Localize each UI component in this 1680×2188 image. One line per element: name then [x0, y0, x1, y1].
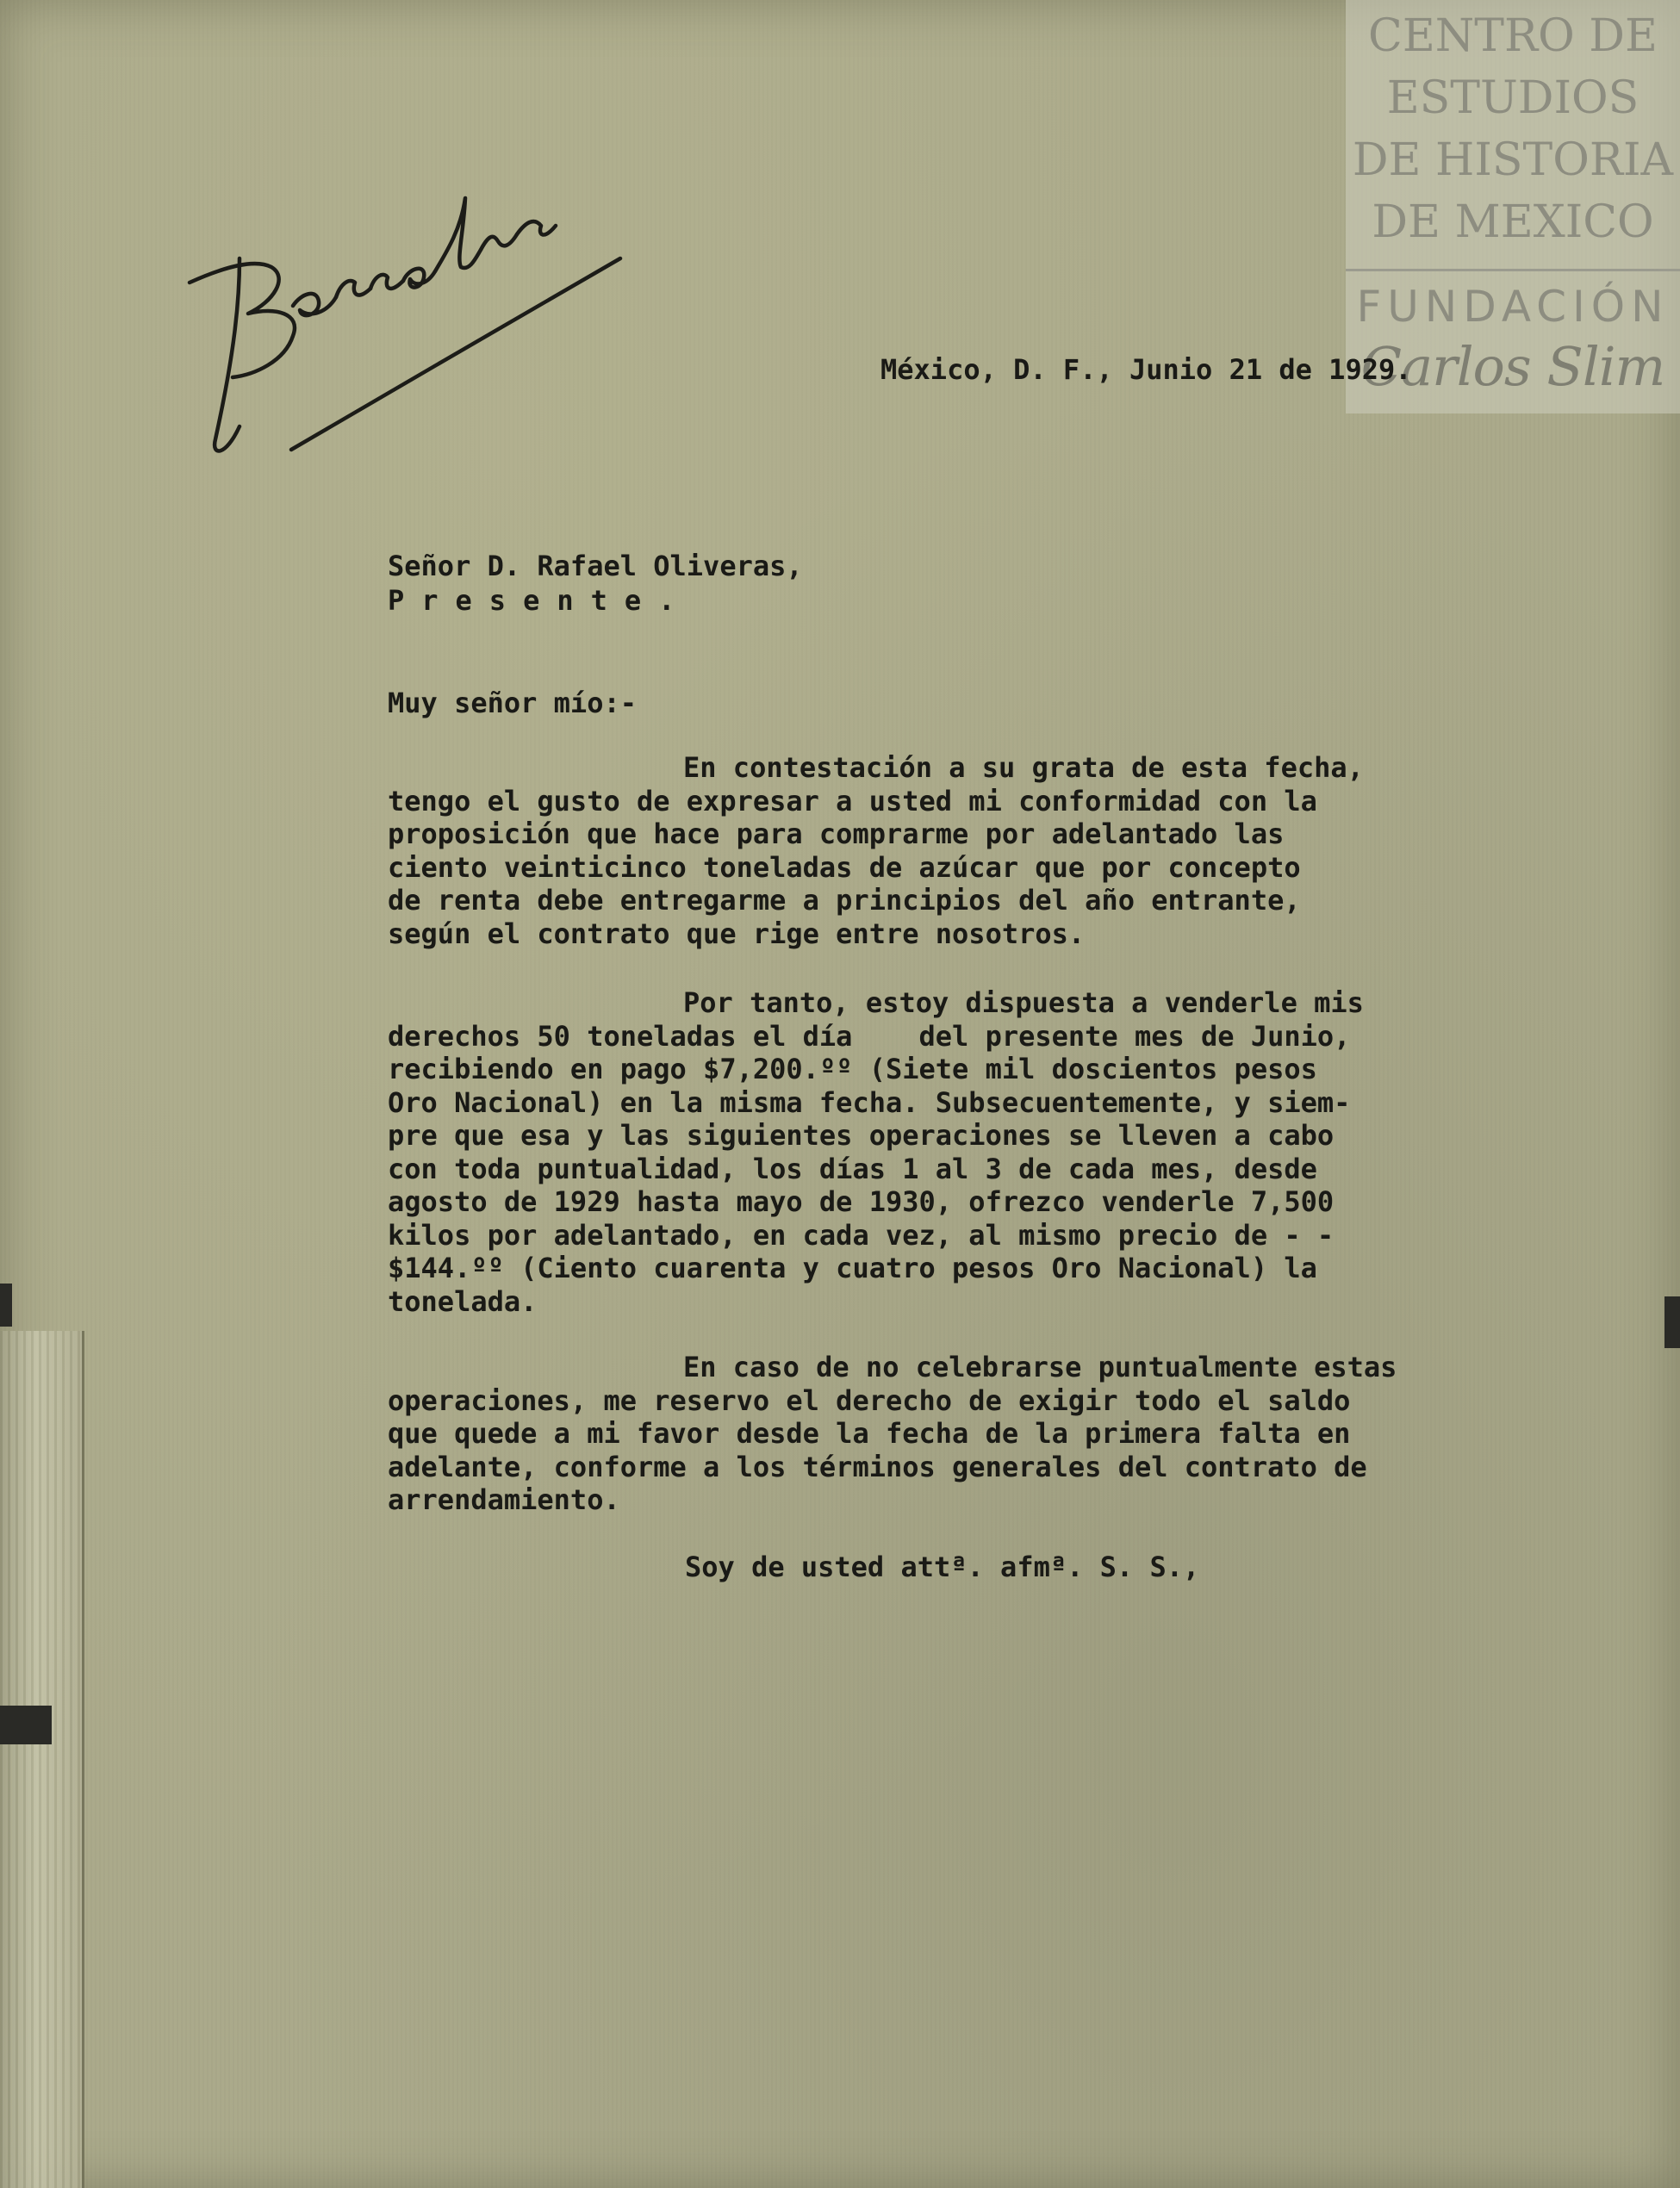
- paragraph-line: proposición que hace para comprarme por adelantado las: [388, 817, 1285, 850]
- handwritten-borrador-annotation: [172, 129, 638, 465]
- addressee-presente: Presente.: [388, 584, 693, 617]
- addressee-name: Señor D. Rafael Oliveras,: [388, 550, 803, 582]
- salutation: Muy señor mío:-: [388, 687, 637, 719]
- paragraph-line: pre que esa y las siguientes operaciones se lleven a cabo: [388, 1119, 1335, 1152]
- letter-closing: Soy de usted attª. afmª. S. S.,: [685, 1551, 1200, 1583]
- right-edge-notch: [1664, 1296, 1680, 1348]
- paragraph-line: recibiendo en pago $7,200.ºº (Siete mil doscientos pesos: [388, 1053, 1317, 1085]
- paragraph-line: En contestación a su grata de esta fecha,: [683, 751, 1364, 784]
- paragraph-line: derechos 50 toneladas el día del presente mes de Junio,: [388, 1019, 1351, 1053]
- paragraph-1: [388, 751, 1559, 950]
- stamp-line-1: CENTRO DE: [1368, 10, 1658, 62]
- paragraph-line: ciento veinticinco toneladas de azúcar que por concepto: [388, 850, 1301, 884]
- paragraph-line: agosto de 1929 hasta mayo de 1930, ofrezco venderle 7,500: [388, 1185, 1335, 1218]
- paragraph-line: que quede a mi favor desde la fecha de la primera falta en: [388, 1417, 1351, 1450]
- torn-left-edge: [0, 1331, 84, 2188]
- paragraph-line: tonelada.: [388, 1284, 538, 1318]
- archive-stamp: [1346, 0, 1680, 413]
- paragraph-line: En caso de no celebrarse puntualmente estas: [683, 1351, 1397, 1383]
- stamp-line-3: DE HISTORIA: [1352, 134, 1674, 186]
- paragraph-line: kilos por adelantado, en cada vez, al mismo precio de - -: [388, 1218, 1335, 1252]
- paragraph-line: arrendamiento.: [388, 1483, 620, 1516]
- stamp-foundation: FUNDACIÓN: [1346, 269, 1680, 332]
- letter-date: México, D. F., Junio 21 de 1929.: [880, 353, 1412, 386]
- stamp-line-4: DE MEXICO: [1372, 196, 1654, 248]
- paragraph-3: [388, 1351, 1559, 1517]
- left-edge-notch: [0, 1284, 12, 1327]
- paragraph-line: tengo el gusto de expresar a usted mi conformidad con la: [388, 784, 1317, 817]
- paragraph-line: operaciones, me reservo el derecho de exigir todo el saldo: [388, 1383, 1351, 1417]
- torn-gap: [0, 1706, 52, 1744]
- paragraph-line: con toda puntualidad, los días 1 al 3 de cada mes, desde: [388, 1152, 1317, 1185]
- stamp-signature: Carlos Slim: [1360, 335, 1665, 398]
- paragraph-line: Oro Nacional) en la misma fecha. Subsecuentemente, y siem-: [388, 1085, 1351, 1119]
- paragraph-line: según el contrato que rige entre nosotros.: [388, 917, 1086, 950]
- paragraph-line: $144.ºº (Ciento cuarenta y cuatro pesos Oro Nacional) la: [388, 1252, 1317, 1284]
- paragraph-2: [388, 986, 1559, 1318]
- stamp-line-2: ESTUDIOS: [1386, 72, 1640, 124]
- paragraph-line: de renta debe entregarme a principios del año entrante,: [388, 884, 1301, 917]
- paragraph-line: adelante, conforme a los términos generales del contrato de: [388, 1450, 1367, 1483]
- paragraph-line: Por tanto, estoy dispuesta a venderle mis: [683, 986, 1364, 1019]
